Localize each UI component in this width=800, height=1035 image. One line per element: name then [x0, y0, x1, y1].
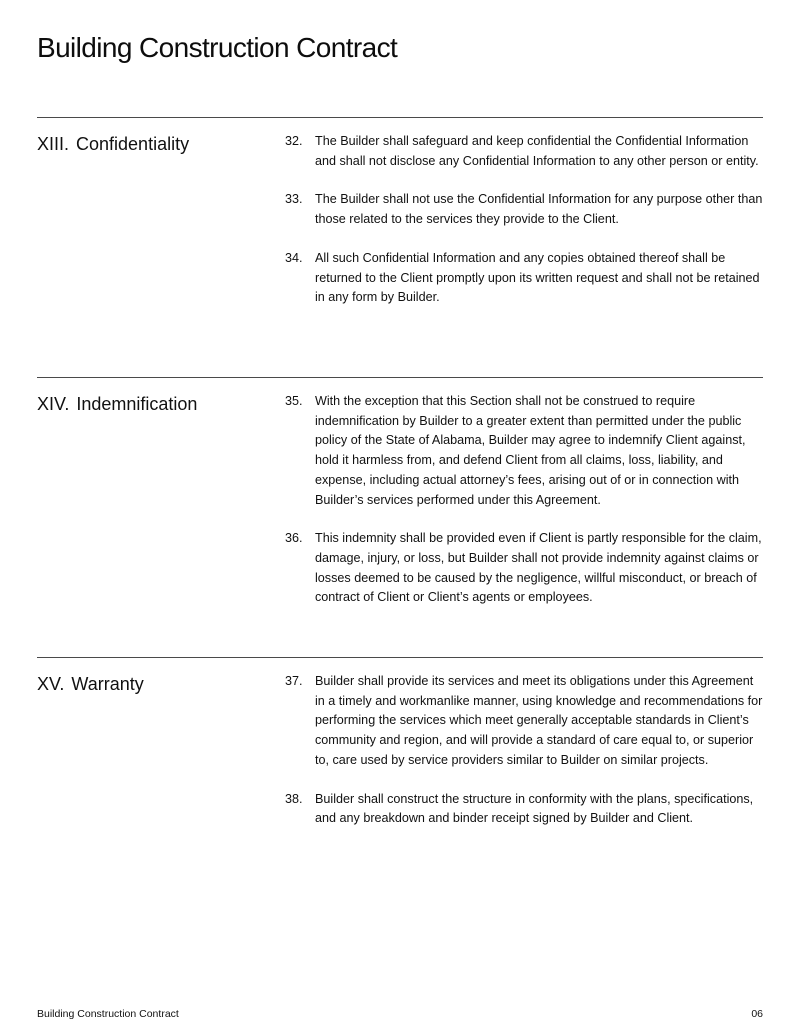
clause-text: The Builder shall safeguard and keep confidential the Confidential Information and shall not disclose any Confidential Information to any other person or entity.	[315, 134, 759, 168]
footer-title: Building Construction Contract	[37, 1008, 179, 1020]
clause-number: 37.	[285, 674, 303, 688]
clause-number: 34.	[285, 250, 303, 265]
clause-32	[285, 132, 765, 171]
clause-37	[285, 672, 765, 771]
section-heading	[37, 672, 144, 696]
clause-text: Builder shall construct the structure in conformity with the plans, specifications, and any breakdown and binder receipt signed by Builder and Client.	[315, 791, 754, 826]
section-number: XIV.	[37, 394, 70, 414]
section-heading	[37, 132, 189, 156]
clause-33	[285, 190, 765, 229]
clause-34	[285, 249, 765, 308]
clause-number: 35.	[285, 394, 303, 408]
page-number: 06	[751, 1008, 763, 1020]
clause-35	[285, 392, 765, 510]
document-title: Building Construction Contract	[37, 32, 398, 63]
clause-36	[285, 529, 765, 608]
section-number: XV.	[37, 674, 65, 694]
clause-number: 32.	[285, 134, 303, 148]
clause-number: 33.	[285, 192, 303, 207]
clause-number: 36.	[285, 531, 303, 546]
clause-text: This indemnity shall be provided even if Client is partly responsible for the claim, damage, injury, or loss, but Builder shall not provide indemnity against claims or losses deemed to be caused by the negligence, willful misconduct, or breach of contract of Client or Client’s agents or employees.	[315, 531, 762, 605]
section-title: Confidentiality	[76, 134, 190, 154]
clause-text: The Builder shall not use the Confidential Information for any purpose other than those related to the services they provide to the Client.	[315, 192, 763, 227]
section-number: XIII.	[37, 134, 70, 154]
clause-text: All such Confidential Information and any copies obtained thereof shall be returned to the Client promptly upon its written request and shall not be retained in any form by Builder.	[315, 250, 760, 305]
section-title: Warranty	[71, 674, 144, 694]
clause-text: Builder shall provide its services and meet its obligations under this Agreement in a timely and workmanlike manner, using knowledge and recommendations for performing the services which meet generally acceptable standards in Client’s community and region, and will provide a standard of care equal to, or superior to, care used by service providers similar to Builder on similar projects.	[315, 674, 763, 767]
section-heading	[37, 392, 197, 416]
section-title: Indemnification	[76, 394, 198, 414]
clause-list	[285, 672, 765, 848]
clause-number: 38.	[285, 791, 303, 806]
section-confidentiality	[37, 117, 763, 305]
clause-text: With the exception that this Section shall not be construed to require indemnification by Builder to a greater extent than permitted under the public policy of the State of Alabama, Builder may agree to indemnify Client against, hold it harmless from, and defend Client from all claims, loss, liability, and expense, including actual attorney’s fees, arising out of or in connection with Builder’s services performed under this Agreement.	[315, 394, 746, 507]
section-indemnification	[37, 377, 763, 605]
clause-list	[285, 392, 765, 627]
clause-list	[285, 132, 765, 327]
section-warranty	[37, 657, 763, 826]
clause-38	[285, 790, 765, 829]
